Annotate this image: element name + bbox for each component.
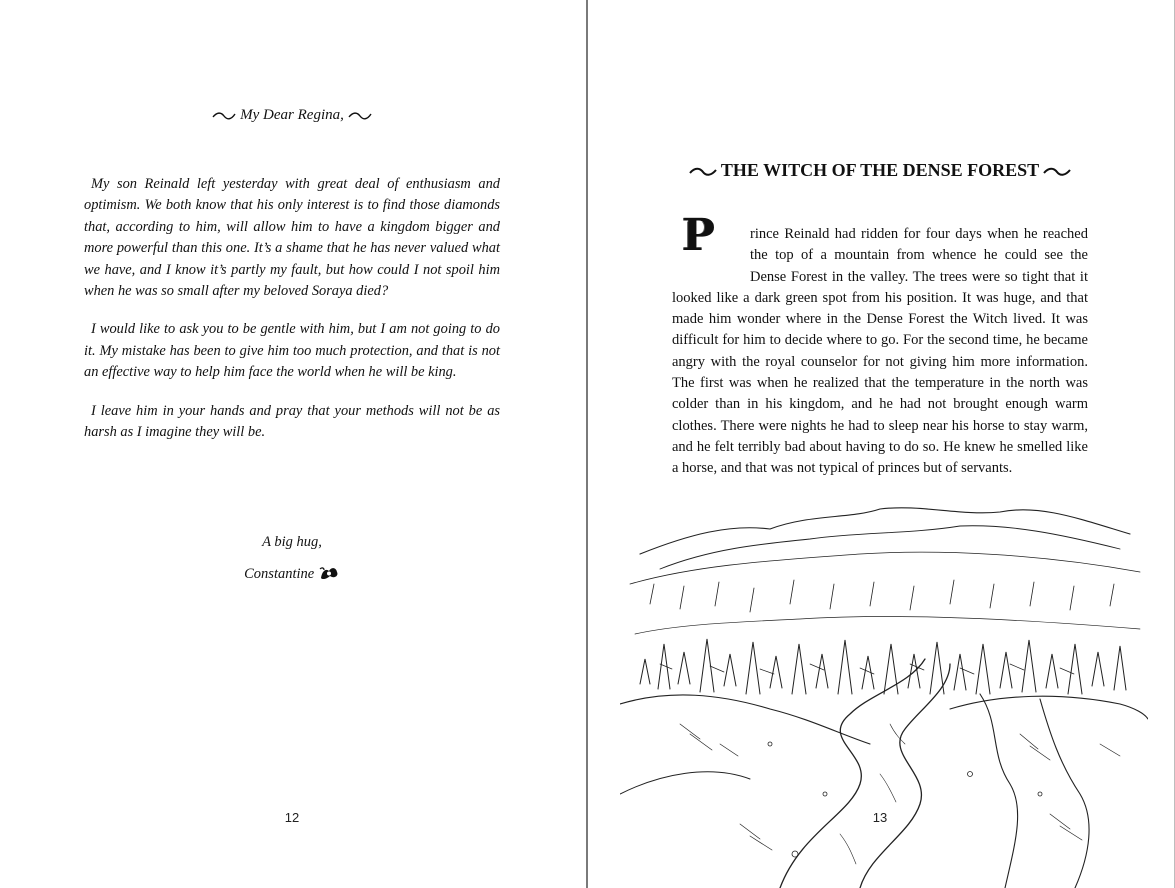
page-number: 13 xyxy=(872,810,888,825)
chapter-title-text: THE WITCH OF THE DENSE FOREST xyxy=(720,160,1039,180)
letter-salutation xyxy=(84,104,500,126)
letter-body xyxy=(84,174,500,460)
right-page xyxy=(588,0,1175,888)
swash-right-icon xyxy=(1043,167,1071,177)
drop-cap-space xyxy=(672,224,750,284)
swash-left-icon xyxy=(212,111,236,121)
forest-valley-sketch-icon xyxy=(620,494,1148,888)
chapter-title xyxy=(672,158,1088,182)
letter-paragraph: I would like to ask you to be gentle with him, but I am not going to do it. My mistake has been to give him too much protection, and that is not an effective way to help him face the world when he will be king. xyxy=(84,321,500,381)
page-number: 12 xyxy=(284,810,300,825)
drop-cap-letter: P xyxy=(682,210,716,261)
story-body xyxy=(672,224,1088,480)
story-paragraph: rince Reinald had ridden for four days when he reached the top of a mountain from whence he could see the Dense Forest in the valley. The trees were so tight that it looked like a dark green spot from his position. It was huge, and that made him wonder where in the Dense Forest the Witch lived. It was difficult for him to decide where to go. For the second time, he became angry with the royal counselor for not giving him more information. The first was when he realized that the temperature in the north was colder than in his kingdom, and he had not brought enough warm clothes. There were nights he had to sleep near his horse to stay warm, and he felt terribly bad about having to do so. He knew he smelled like a horse, and that was not typical of princes but of servants. xyxy=(672,226,1088,477)
letter-paragraph: My son Reinald left yesterday with great deal of enthusiasm and optimism. We both know that his only interest is to find those diamonds that, according to him, will allow him to have a kingdom bigger and more powerful than this one. It’s a shame that he has never valued what we have, and I know it’s partly my fault, but how could I not spoil him when he was so small after my beloved Soraya died? xyxy=(84,176,500,300)
swash-right-icon xyxy=(348,111,372,121)
left-page xyxy=(0,0,586,888)
fleuron-ornament-icon xyxy=(318,565,340,581)
signature-text: Constantine xyxy=(244,566,315,582)
salutation-text: My Dear Regina, xyxy=(240,107,344,123)
swash-left-icon xyxy=(689,167,717,177)
letter-paragraph: I leave him in your hands and pray that your methods will not be as harsh as I imagine they will be. xyxy=(84,402,500,441)
letter-closing xyxy=(84,531,500,595)
signature-line xyxy=(84,563,500,585)
closing-text: A big hug, xyxy=(262,534,322,550)
